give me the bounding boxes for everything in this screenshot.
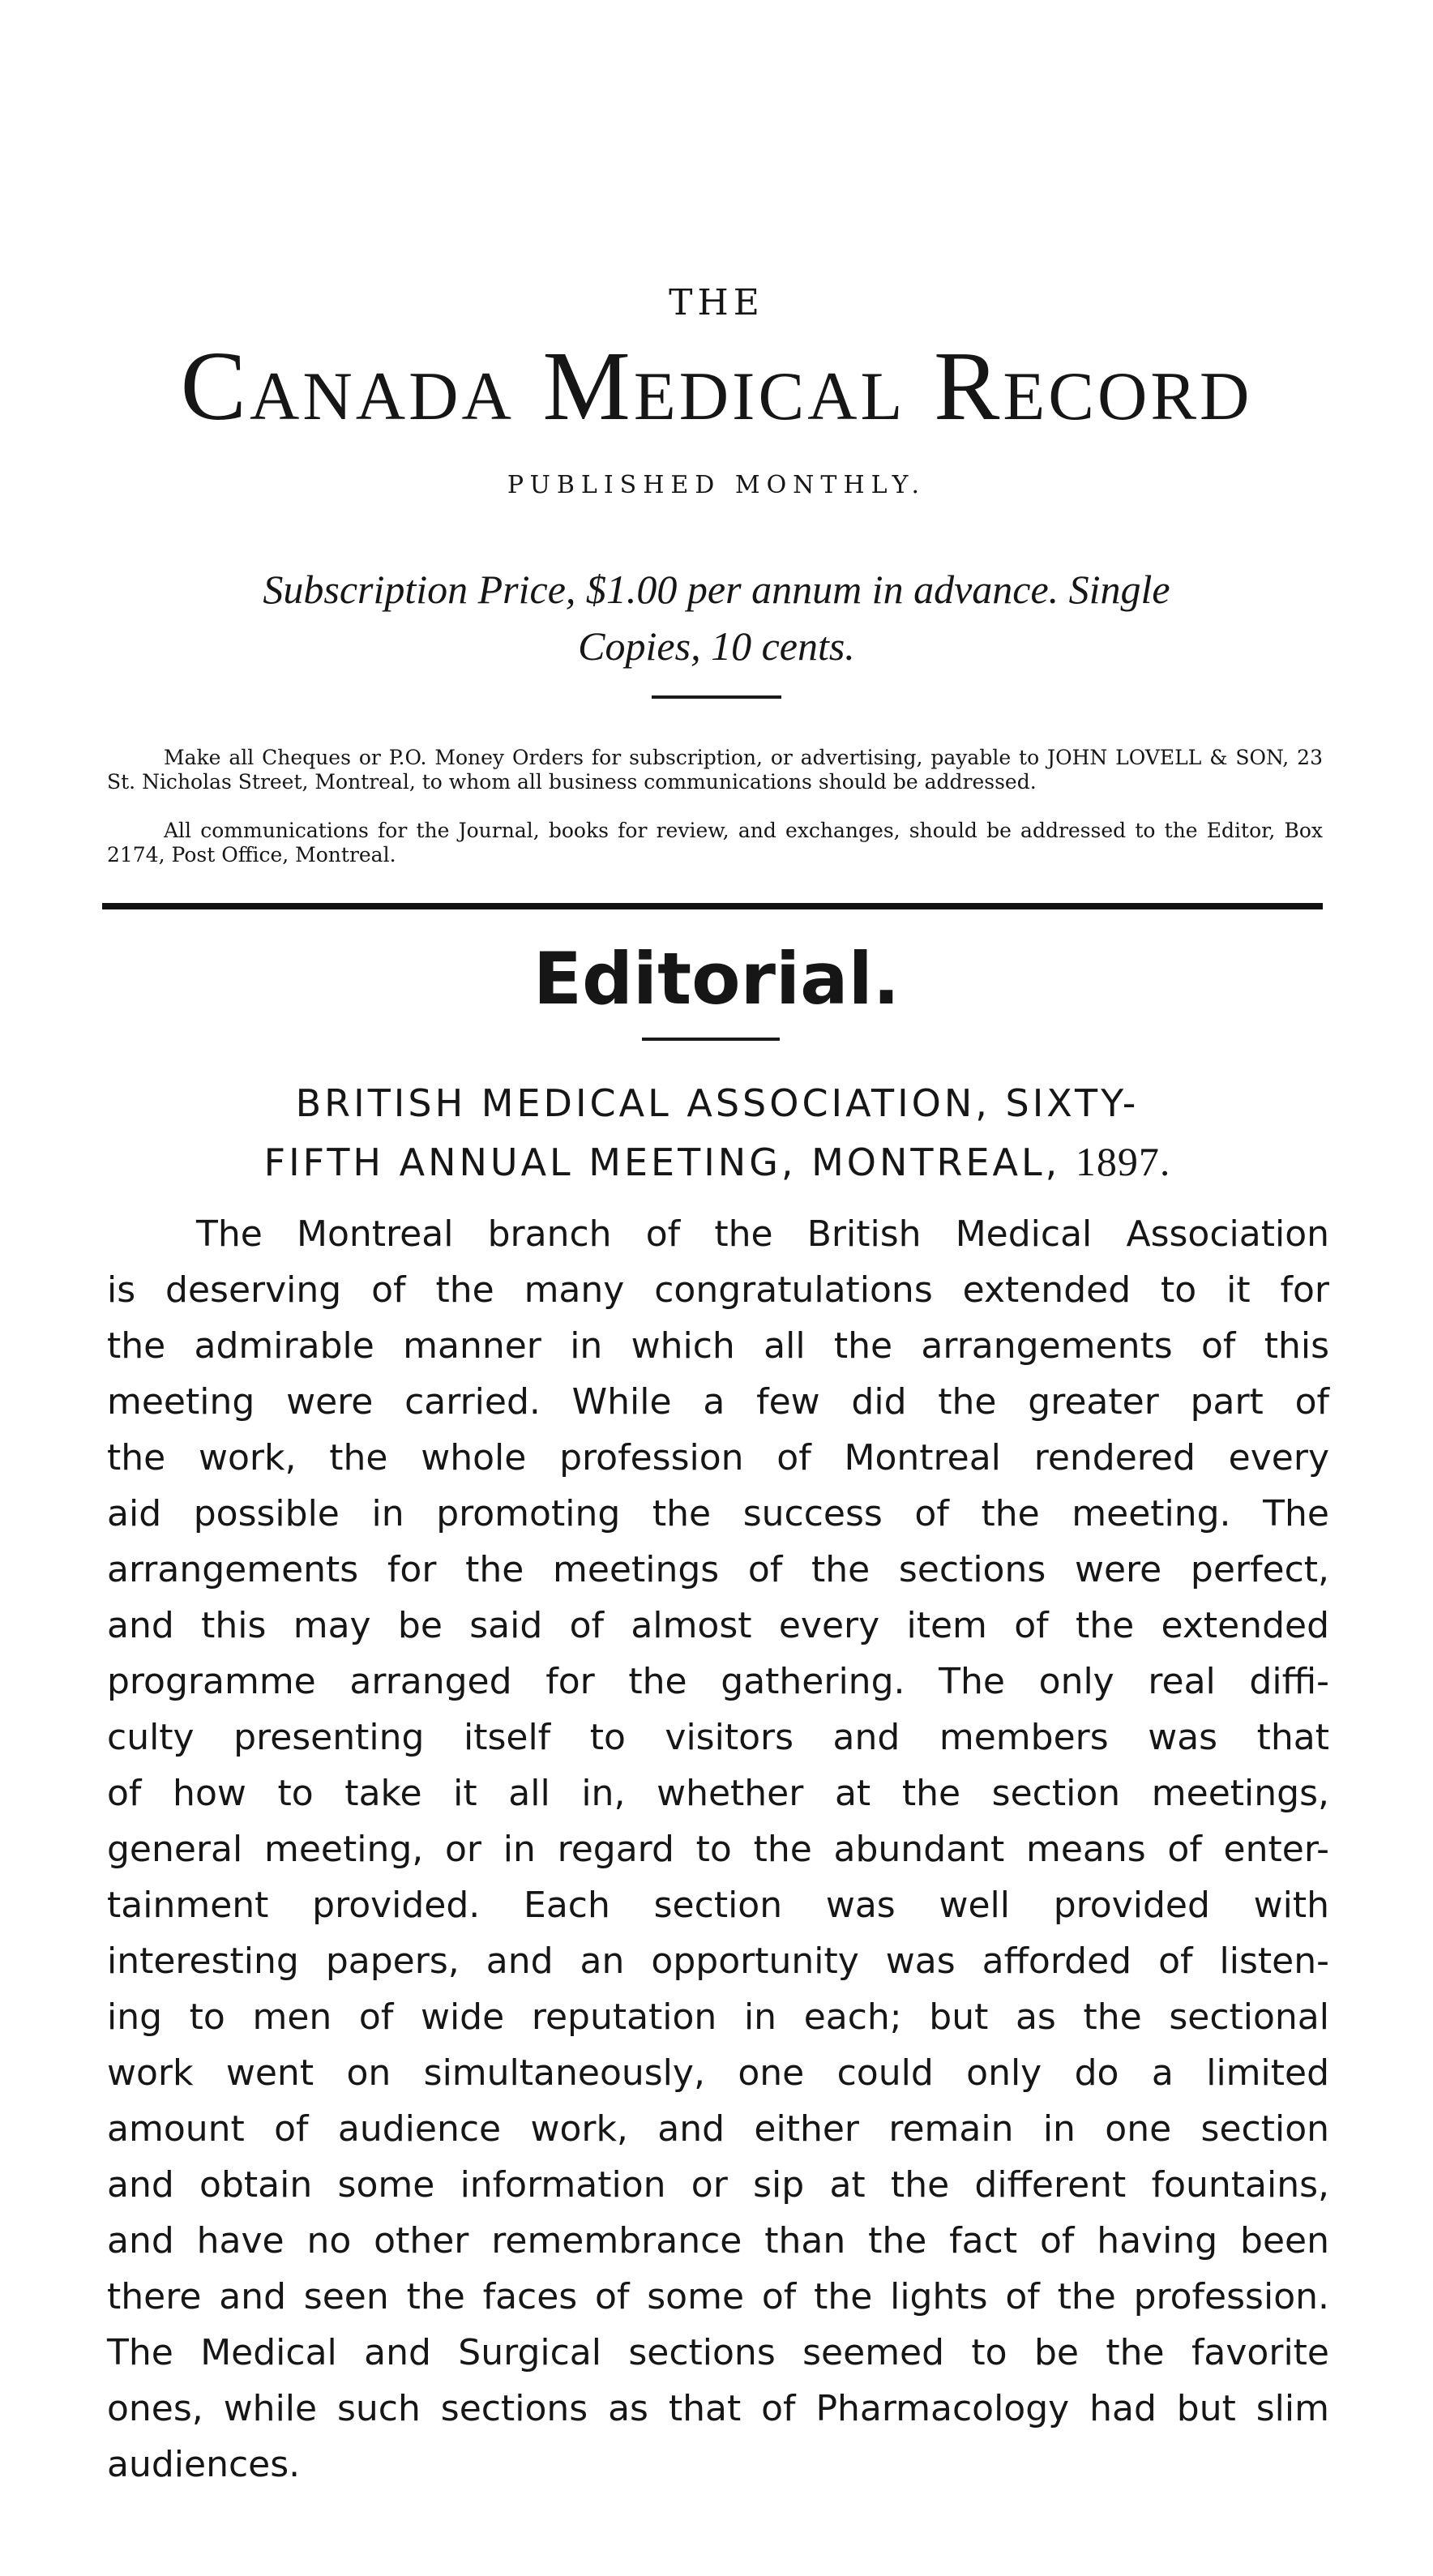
heading-underline [642,1038,780,1041]
editor-notice: All communications for the Journal, books for review, and exchanges, should be addressed to the Editor, Box 2174, Post Office, Montreal. [107,819,1323,867]
article-line: ones, while such sections as that of Pharmacology had but slim [107,2388,1329,2429]
article-line: interesting papers, and an opportunity was afforded of listen- [107,1941,1329,1982]
article-line: programme arranged for the gathering. The only real diffi- [107,1661,1329,1702]
article-line: culty presenting itself to visitors and members was that [107,1717,1329,1758]
article-line: is deserving of the many congratulations extended to it for [107,1269,1329,1311]
article-line: tainment provided. Each section was well provided with [107,1885,1329,1926]
article-line: the work, the whole profession of Montreal rendered every [107,1437,1329,1478]
article-line: the admirable manner in which all the arrangements of this [107,1325,1329,1367]
article-line: work went on simultaneously, one could only do a limited [107,2052,1329,2094]
article-line: aid possible in promoting the success of the meeting. The [107,1493,1329,1534]
journal-title: Canada Medical Record [180,332,1253,441]
article-line: meeting were carried. While a few did the greater part of [107,1381,1329,1423]
article-line: and obtain some information or sip at the different fountains, [107,2164,1329,2206]
article-line: general meeting, or in regard to the abundant means of enter- [107,1829,1329,1870]
payment-notice: Make all Cheques or P.O. Money Orders for subscription, or advertising, payable to JOHN LOVELL & SON, 23 St. Nicholas Street, Montreal, to whom all business communications should be addressed. [107,746,1323,794]
article-title-line-2 [105,1141,1329,1182]
section-heading: Editorial. [533,937,900,1021]
article-line: amount of audience work, and either remain in one section [107,2108,1329,2150]
single-copy-price-line: Copies, 10 cents. [578,623,855,669]
article-body [107,1206,1329,2493]
article-line: arrangements for the meetings of the sections were perfect, [107,1549,1329,1590]
publication-frequency: PUBLISHED MONTHLY. [507,471,926,499]
article-line: of how to take it all in, whether at the section meetings, [107,1773,1329,1814]
article-line: audiences. [107,2444,301,2485]
subscription-price-line: Subscription Price, $1.00 per annum in advance. Single [263,567,1170,612]
section-divider [102,903,1323,909]
article-title-line-1: BRITISH MEDICAL ASSOCIATION, SIXTY- [295,1081,1140,1125]
article-title-text: FIFTH ANNUAL MEETING, MONTREAL, [263,1140,1061,1184]
article-line: ing to men of wide reputation in each; but as the sectional [107,1996,1329,2038]
article-line: The Medical and Surgical sections seemed to be the favorite [107,2332,1329,2373]
article-line: there and seen the faces of some of the lights of the profession. [107,2276,1329,2317]
short-divider [652,695,781,699]
article-title-year: 1897. [1075,1139,1171,1184]
masthead-the: THE [669,282,764,323]
article-line: and have no other remembrance than the fact of having been [107,2220,1329,2261]
article-line: and this may be said of almost every item of the extended [107,1605,1329,1646]
article-line: The Montreal branch of the British Medical Association [196,1213,1329,1255]
